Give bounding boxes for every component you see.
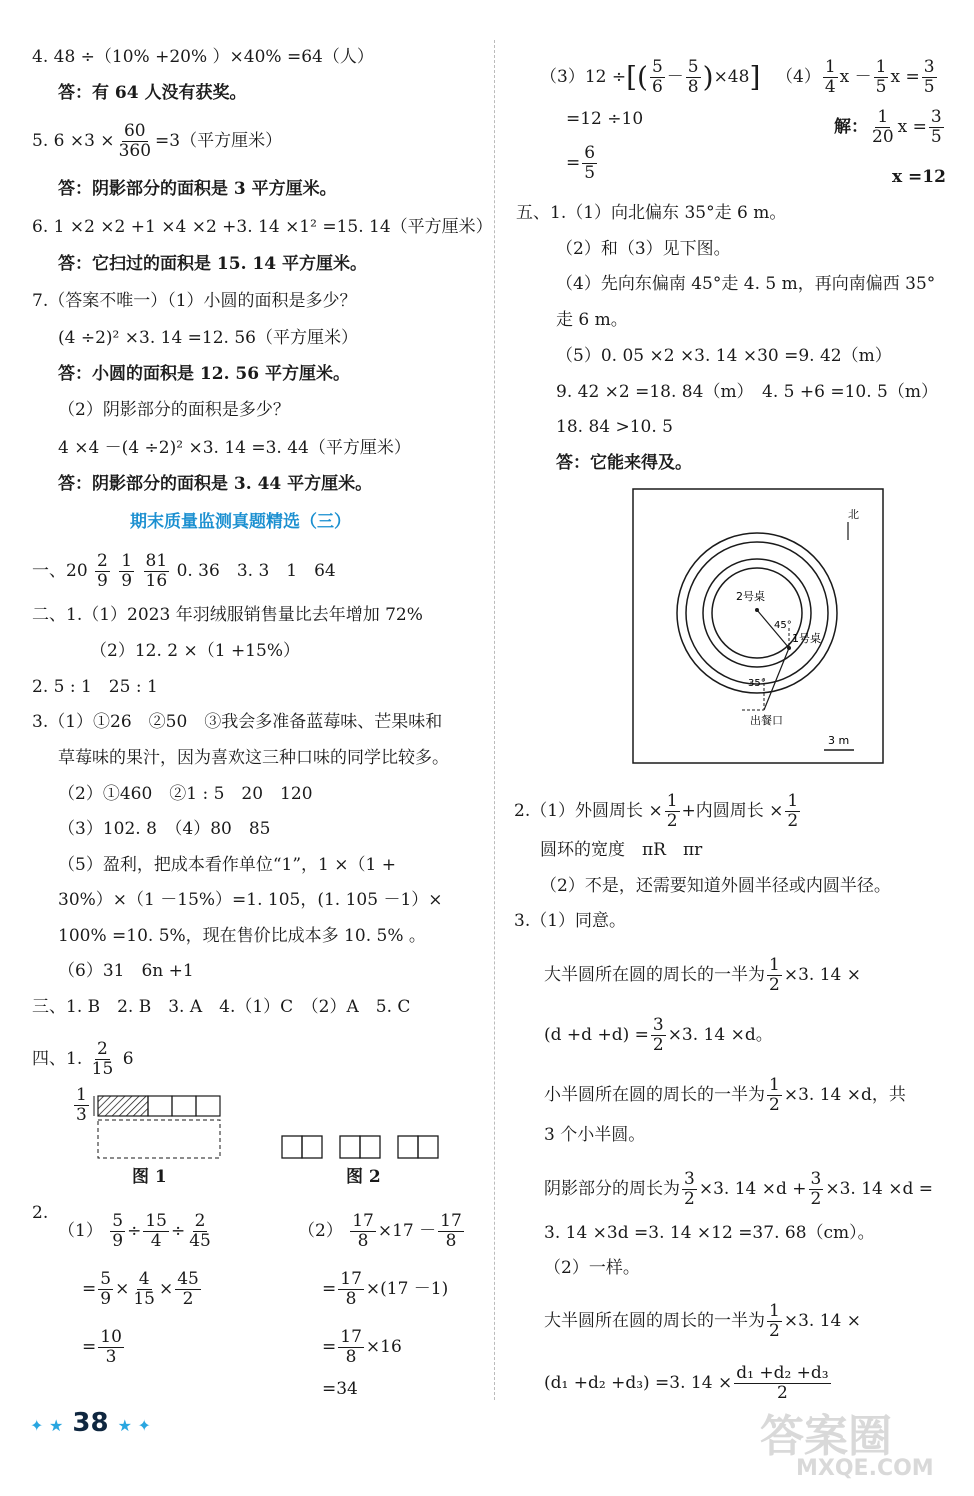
- q7-line6: 答：阴影部分的面积是 3. 44 平方厘米。: [58, 474, 373, 494]
- c2-n: 17: [340, 1327, 362, 1347]
- r3-n: 5: [651, 57, 663, 77]
- p2-3-2: （2）①460 ②1 : 5 20 120: [58, 784, 313, 804]
- q7-line4: （2）阴影部分的面积是多少？: [58, 400, 290, 420]
- q5-pre: 5. 6 ×3 ×: [32, 131, 115, 151]
- c1-d: 15: [133, 1289, 155, 1309]
- q7-line1: 7.（答案不唯一）（1）小圆的面积是多少？: [32, 291, 357, 311]
- w3-d: 2: [810, 1189, 822, 1209]
- c1-op: ×: [115, 1279, 130, 1299]
- c2-d: 8: [357, 1231, 369, 1251]
- c1-n: 45: [177, 1269, 199, 1289]
- p4-2-label: 2.: [32, 1203, 49, 1223]
- p2-2: 2. 5 : 1 25 : 1: [32, 677, 158, 697]
- r3-eq: =: [566, 153, 581, 173]
- p4-fn: 2: [97, 1039, 108, 1059]
- c1-n: 5: [100, 1269, 112, 1289]
- p2-3-3: （3）102. 8 （4）80 85: [58, 819, 271, 839]
- c1-n: 15: [145, 1211, 167, 1231]
- w3-d: 2: [777, 1383, 788, 1403]
- c2-n: 17: [340, 1269, 362, 1289]
- w3-e-pre: 阴影部分的周长为: [544, 1179, 680, 1199]
- w2-d: 2: [666, 811, 678, 831]
- w1-4a: （4）先向东偏南 45°走 4. 5 m，再向南偏西 35°: [556, 274, 936, 294]
- p4-frac: [90, 1040, 116, 1079]
- p4-post: 6: [122, 1049, 134, 1069]
- q7-line2: (4 ÷2)² ×3. 14 =12. 56（平方厘米）: [58, 328, 358, 348]
- w3-e: [544, 1170, 933, 1209]
- r4-line1: [776, 58, 939, 97]
- calc2-line3: [322, 1328, 402, 1367]
- r3-d: 6: [651, 77, 663, 97]
- w3-n: d₁ +d₂ +d₃: [736, 1363, 829, 1383]
- w2-frac: [785, 792, 800, 831]
- w2-n: 1: [666, 791, 678, 811]
- calc2-line1: [298, 1212, 466, 1251]
- r3-frac: [650, 58, 665, 97]
- r4-mid: x －: [839, 67, 872, 87]
- c2-frac: [350, 1212, 376, 1251]
- watermark: 答案圈: [760, 1411, 892, 1462]
- q5-num: 60: [123, 121, 146, 141]
- p1-f1d: 9: [97, 571, 108, 591]
- c2-d: 8: [345, 1289, 357, 1309]
- w3-n: 3: [652, 1015, 664, 1035]
- p2-3-1b: 草莓味的果汁，因为喜欢这三种口味的同学比较多。: [58, 748, 449, 768]
- fig2-cell: [302, 1136, 322, 1158]
- r3-d: 5: [584, 163, 596, 183]
- w3-e-mid: ×3. 14 ×d +: [698, 1179, 807, 1199]
- w3-g-post: ×3. 14 ×: [783, 1311, 861, 1331]
- scale-label: 3 m: [828, 734, 850, 747]
- p1-f2d: 9: [121, 571, 133, 591]
- fig1-dashed-whole: [98, 1120, 220, 1158]
- w3-d: 2: [769, 975, 780, 995]
- w3-d: 2: [769, 1321, 780, 1341]
- part1-post: 0. 36 3. 3 1 64: [176, 561, 336, 581]
- calc2-label: （2）: [298, 1221, 343, 1241]
- section-title: 期末质量监测真题精选（三）: [130, 512, 351, 532]
- c2-d: 8: [345, 1347, 357, 1367]
- c1-n: 5: [112, 1211, 124, 1231]
- part4-line: [32, 1040, 134, 1079]
- c1-frac: [98, 1328, 124, 1367]
- q5-answer: 答：阴影部分的面积是 3 平方厘米。: [58, 179, 337, 199]
- fig1-caption: 图 1: [132, 1167, 167, 1187]
- w3-frac: [809, 1170, 824, 1209]
- w2-frac: [665, 792, 680, 831]
- w3-1: 3.（1）同意。: [514, 911, 627, 931]
- c1-eq: =: [82, 1279, 97, 1299]
- star-icon: ✦ ★: [30, 1416, 64, 1435]
- w3-n: 3: [684, 1169, 695, 1189]
- r4-d: 4: [824, 77, 836, 97]
- r3-pre: （3）12 ÷: [540, 67, 627, 87]
- c1-d: 3: [105, 1347, 117, 1367]
- c1-frac: [98, 1270, 113, 1309]
- w3-n: 1: [769, 1301, 780, 1321]
- w3-g: [544, 1302, 861, 1341]
- w1-5a: （5）0. 05 ×2 ×3. 14 ×30 =9. 42（m）: [556, 346, 892, 366]
- w3-e-post: ×3. 14 ×d =: [825, 1179, 934, 1199]
- c1-n: 4: [138, 1269, 150, 1289]
- r4-pre: （4）: [776, 67, 821, 87]
- angle-45-label: 45°: [774, 620, 792, 631]
- w1-2: （2）和（3）见下图。: [556, 239, 731, 259]
- c1-d: 2: [182, 1289, 194, 1309]
- q5-den: 360: [118, 141, 152, 161]
- watermark-url: MXQE.COM: [796, 1456, 934, 1481]
- w3-h-pre: (d₁ +d₂ +d₃) =3. 14 ×: [544, 1373, 733, 1393]
- w3-n: 3: [810, 1169, 822, 1189]
- q6-line: 6. 1 ×2 ×2 +1 ×4 ×2 +3. 14 ×1² =15. 14（平方厘米）: [32, 217, 493, 237]
- r4-frac: [823, 58, 838, 97]
- fig2-cell: [398, 1136, 418, 1158]
- r4-n: 1: [824, 57, 836, 77]
- p1-f3d: 16: [145, 571, 168, 591]
- w3-frac: [767, 1302, 782, 1341]
- c1-frac: [131, 1270, 157, 1309]
- r4-line2: [834, 108, 946, 147]
- fig1-cell: [172, 1096, 196, 1116]
- c2-mid: ×17 －: [377, 1221, 437, 1241]
- fig1-third-n: 1: [76, 1085, 87, 1105]
- r4-d: 5: [923, 77, 935, 97]
- r4-mid3: x =: [897, 117, 927, 137]
- w3-b-post: ×3. 14 ×d。: [667, 1025, 773, 1045]
- q4-line: 4. 48 ÷（10% +20% ）×40% =64（人）: [32, 47, 374, 67]
- page-number-value: 38: [72, 1408, 109, 1438]
- r3-line2: =12 ÷10: [566, 109, 644, 129]
- c2-post: ×(17 －1): [365, 1279, 449, 1299]
- fig2-cell: [418, 1136, 438, 1158]
- c2-frac: [338, 1270, 364, 1309]
- c1-d: 4: [150, 1231, 162, 1251]
- c1-n: 2: [194, 1211, 206, 1231]
- calc1-line1: [58, 1212, 215, 1251]
- c2-frac: [338, 1328, 364, 1367]
- fig2-cell: [282, 1136, 302, 1158]
- c1-n: 10: [100, 1327, 122, 1347]
- w1-5b: 9. 42 ×2 =18. 84（m） 4. 5 +6 =10. 5（m）: [556, 382, 938, 402]
- w3-f: 3. 14 ×3d =3. 14 ×12 =37. 68（cm）。: [544, 1223, 875, 1243]
- r4-result: x =12: [892, 167, 946, 187]
- c2-eq: =: [322, 1279, 337, 1299]
- fig1-third: [74, 1086, 89, 1125]
- exit-label: 出餐口: [750, 714, 783, 727]
- q7-line3: 答：小圆的面积是 12. 56 平方厘米。: [58, 364, 350, 384]
- column-divider: [494, 40, 495, 1400]
- r4-n: 1: [875, 57, 887, 77]
- q4-answer: 答：有 64 人没有获奖。: [58, 83, 247, 103]
- p2-3-5a: （5）盈利，把成本看作单位“1”，1 ×（1 +: [58, 855, 396, 875]
- part1-line: [32, 552, 336, 591]
- w3-c-pre: 小半圆所在圆的周长的一半为: [544, 1085, 765, 1105]
- w3-b-pre: (d +d +d) =: [544, 1025, 649, 1045]
- c1-op: ÷: [170, 1221, 186, 1241]
- r3-mid: ×48: [713, 67, 750, 87]
- calc1-line2: [82, 1270, 203, 1309]
- c2-n: 17: [440, 1211, 462, 1231]
- c1-frac: [187, 1212, 213, 1251]
- figure2-drawing: [280, 1134, 444, 1160]
- w1-1: 五、1.（1）向北偏东 35°走 6 m。: [516, 203, 787, 223]
- p1-f2n: 1: [121, 551, 133, 571]
- r4-mid2: x =: [890, 67, 920, 87]
- w3-a-pre: 大半圆所在圆的周长的一半为: [544, 965, 765, 985]
- p2-1-2: （2）12. 2 ×（1 +15%）: [90, 641, 300, 661]
- w2-1b: 圆环的宽度 πR πr: [540, 840, 703, 860]
- p2-1-1: 二、1.（1）2023 年羽绒服销售量比去年增加 72%: [32, 605, 423, 625]
- p1-frac3: [144, 552, 170, 591]
- p1-f3n: 81: [145, 551, 168, 571]
- c1-op: ÷: [127, 1221, 142, 1241]
- r4-frac: [874, 58, 889, 97]
- calc1-label: （1）: [58, 1221, 103, 1241]
- calc2-line2: [322, 1270, 448, 1309]
- w3-a: [544, 956, 861, 995]
- w3-frac: [651, 1016, 666, 1055]
- w2-d: 2: [787, 811, 799, 831]
- fig2-cell: [360, 1136, 380, 1158]
- part3-line: 三、1. B 2. B 3. A 4.（1）C （2）A 5. C: [32, 997, 411, 1017]
- q5-post: =3（平方厘米）: [155, 131, 283, 151]
- w3-frac: [734, 1364, 830, 1403]
- w3-frac: [767, 956, 782, 995]
- c1-d: 9: [100, 1289, 112, 1309]
- c1-frac: [143, 1212, 169, 1251]
- c2-post: ×16: [365, 1337, 402, 1357]
- w1-5c: 18. 84 >10. 5: [556, 417, 673, 437]
- r3-d: 8: [687, 77, 699, 97]
- r3-line1: （3）12 ÷[( $\frac{5}{6}$ － $\frac{5}{8}$ )×48]: [540, 57, 761, 97]
- r4-d: 5: [930, 127, 942, 147]
- c2-n: 17: [352, 1211, 374, 1231]
- r3-frac: [686, 58, 701, 97]
- fig1-cell: [148, 1096, 172, 1116]
- angle-35-label: 35°: [748, 678, 766, 689]
- fig2-caption: 图 2: [346, 1167, 381, 1187]
- r3-line3: [566, 144, 599, 183]
- w3-a-post: ×3. 14 ×: [783, 965, 861, 985]
- r3-frac: [582, 144, 597, 183]
- r3-n: 6: [584, 143, 596, 163]
- page-number: [30, 1408, 151, 1438]
- p4-fd: 15: [91, 1059, 114, 1079]
- c1-op: ×: [158, 1279, 174, 1299]
- r4-frac: [870, 108, 896, 147]
- p2-3-5c: 100% =10. 5%，现在售价比成本多 10. 5% 。: [58, 926, 426, 946]
- w2-n: 1: [787, 791, 799, 811]
- w3-d: 2: [684, 1189, 695, 1209]
- w1-answer: 答：它能来得及。: [556, 453, 692, 473]
- q7-line5: 4 ×4 －(4 ÷2)² ×3. 14 =3. 44（平方厘米）: [58, 438, 411, 458]
- r4-frac: [922, 58, 937, 97]
- fig2-cell: [340, 1136, 360, 1158]
- tree1-label: 1号桌: [792, 632, 821, 645]
- c2-eq: =: [322, 1337, 337, 1357]
- w2-2: （2）不是，还需要知道外圆半径或内圆半径。: [540, 876, 891, 896]
- w3-frac: [767, 1076, 782, 1115]
- fig1-shaded-cell: [98, 1096, 148, 1116]
- r4-frac: [929, 108, 944, 147]
- c2-d: 8: [445, 1231, 457, 1251]
- c1-eq: =: [82, 1337, 97, 1357]
- w3-c-post: ×3. 14 ×d，共: [783, 1085, 906, 1105]
- w3-frac: [682, 1170, 697, 1209]
- r4-n: 1: [877, 107, 889, 127]
- p1-frac1: [95, 552, 110, 591]
- part1-pre: 一、20: [32, 561, 88, 581]
- w3-n: 1: [769, 1075, 780, 1095]
- w3-g-pre: 大半圆所在圆的周长的一半为: [544, 1311, 765, 1331]
- c1-frac: [175, 1270, 201, 1309]
- w3-d: 2: [652, 1035, 664, 1055]
- r4-jie: 解：: [834, 117, 868, 137]
- q5-fraction: [117, 122, 153, 161]
- w2-mid: +内圆周长 ×: [681, 801, 784, 821]
- r4-n: 3: [923, 57, 935, 77]
- c2-frac: [438, 1212, 464, 1251]
- figure1-drawing: [88, 1090, 238, 1164]
- w3-2: （2）一样。: [544, 1258, 640, 1278]
- calc1-line3: [82, 1328, 126, 1367]
- c1-frac: [110, 1212, 125, 1251]
- north-label: 北: [848, 508, 859, 521]
- w2-1: [514, 792, 802, 831]
- p1-frac2: [119, 552, 134, 591]
- p4-pre: 四、1.: [32, 1049, 83, 1069]
- fig1-cell: [196, 1096, 220, 1116]
- r4-d: 5: [875, 77, 887, 97]
- p2-3-1: 3.（1）①26 ②50 ③我会多准备蓝莓味、芒果味和: [32, 712, 443, 732]
- p2-3-6: （6）31 6n +1: [58, 961, 194, 981]
- map-diagram: [632, 488, 884, 766]
- w3-d: 3 个小半圆。: [544, 1125, 646, 1145]
- w3-b: [544, 1016, 773, 1055]
- c1-d: 45: [189, 1231, 211, 1251]
- w3-d: 2: [769, 1095, 780, 1115]
- w1-4b: 走 6 m。: [556, 310, 628, 330]
- q6-answer: 答：它扫过的面积是 15. 14 平方厘米。: [58, 254, 367, 274]
- r4-d: 20: [872, 127, 894, 147]
- fig1-third-d: 3: [76, 1105, 87, 1125]
- w3-n: 1: [769, 955, 780, 975]
- r4-n: 3: [930, 107, 942, 127]
- star-icon: ★ ✦: [117, 1416, 151, 1435]
- calc2-line4: =34: [322, 1379, 358, 1399]
- w2-pre: 2.（1）外圆周长 ×: [514, 801, 663, 821]
- p1-f1n: 2: [97, 551, 108, 571]
- tree2-label: 2号桌: [736, 590, 765, 603]
- q5-line: [32, 122, 282, 161]
- r3-n: 5: [687, 57, 699, 77]
- p2-3-5b: 30%）×（1 －15%）=1. 105，(1. 105 －1）×: [58, 890, 443, 910]
- w3-c: [544, 1076, 906, 1115]
- c1-d: 9: [112, 1231, 124, 1251]
- w3-h: [544, 1364, 833, 1403]
